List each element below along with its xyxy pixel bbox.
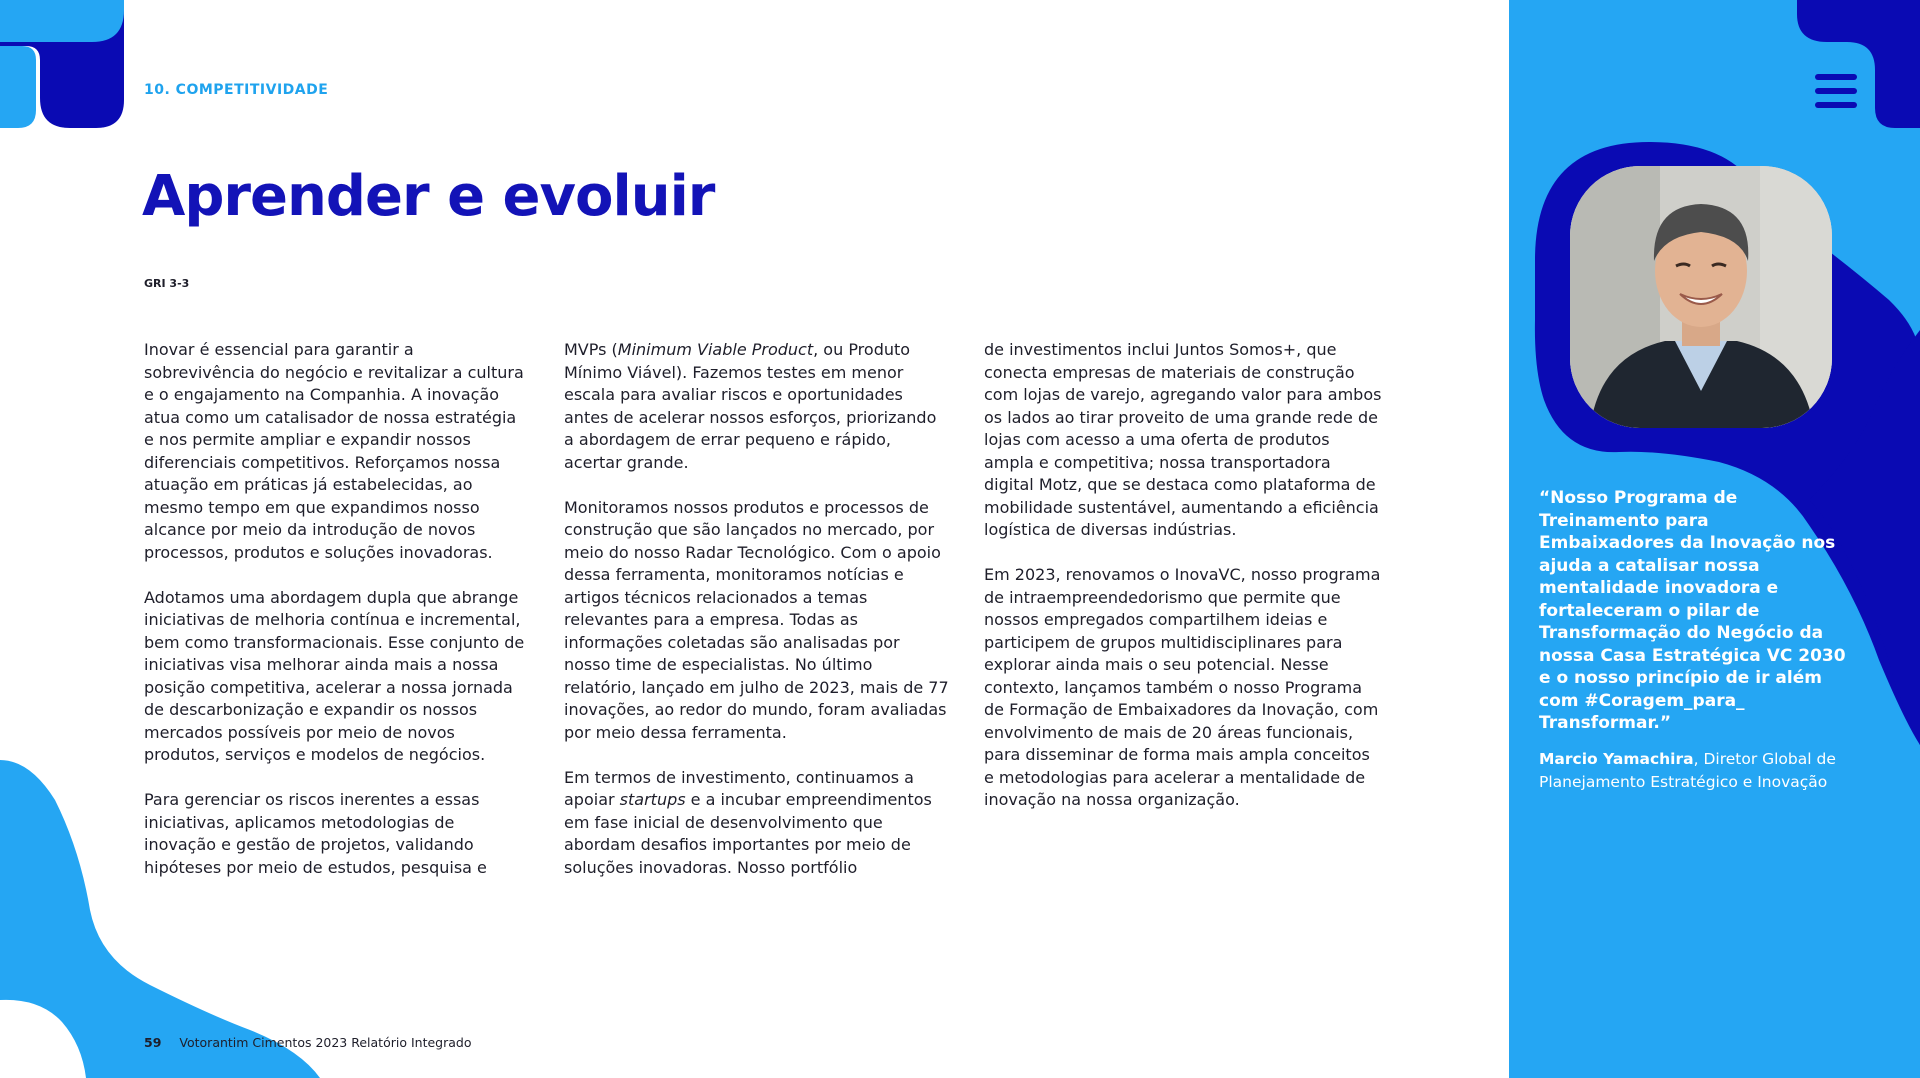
paragraph: Em termos de investimento, continuamos a apoiar startups e a incubar empreendimentos em fase inicial de desenvolvimento que abordam desafios importantes por meio de soluções inovadoras. Nosso portfólio bbox=[564, 767, 932, 877]
text-column-3 bbox=[984, 339, 1384, 812]
person-role: , Diretor Global de Planejamento Estratégico e Inovação bbox=[1539, 750, 1836, 791]
paragraph: Em 2023, renovamos o InovaVC, nosso programa de intraempreendedorismo que permite que nossos empregados compartilhem ideias e participem de grupos multidisciplinares para explorar ainda mais o seu potencial. Nesse contexto, lançamos também o nosso Programa de Formação de Embaixadores da Inovação, com envolvimento de mais de 20 áreas funcionais, para disseminar de forma mais ampla conceitos e metodologias para acelerar a mentalidade de inovação na nossa organização. bbox=[984, 565, 1381, 809]
paragraph: Monitoramos nossos produtos e processos de construção que são lançados no mercado, por meio do nosso Radar Tecnológico. Com o apoio dessa ferramenta, monitoramos notícias e artigos técnicos relacionados a temas relevantes para a empresa. Todas as informações coletadas são analisadas por nosso time de especialistas. No último relatório, lançado em julho de 2023, mais de 77 inovações, ao redor do mundo, foram avaliadas por meio dessa ferramenta. bbox=[564, 497, 949, 742]
page-number: 59 bbox=[144, 1035, 162, 1050]
page-footer bbox=[144, 1035, 471, 1050]
quote-attribution bbox=[1539, 748, 1889, 793]
paragraph: MVPs (Minimum Viable Product, ou Produto Mínimo Viável). Fazemos testes em menor escala para avaliar riscos e oportunidades antes de acelerar nossos esforços, priorizando a abordagem de errar pequeno e rápido, acertar grande. bbox=[564, 340, 937, 472]
portrait-photo bbox=[1570, 166, 1832, 428]
report-title: Votorantim Cimentos 2023 Relatório Integrado bbox=[179, 1035, 472, 1050]
section-label: 10. COMPETITIVIDADE bbox=[144, 82, 329, 98]
menu-bar bbox=[1815, 88, 1857, 94]
paragraph: Adotamos uma abordagem dupla que abrange iniciativas de melhoria contínua e incremental, bem como transformacionais. Esse conjunto de iniciativas visa melhorar ainda mais a nossa posição competitiva, acelerar a nossa jornada de descarbonização e expandir os nossos mercados possíveis por meio de novos produtos, serviços e modelos de negócios. bbox=[144, 587, 525, 764]
top-left-decoration bbox=[0, 0, 130, 130]
hamburger-menu-icon[interactable] bbox=[1815, 74, 1857, 108]
sidebar-quote: “Nosso Programa de Treinamento para Embaixadores da Inovação nos ajuda a catalisar nossa mentalidade inovadora e fortaleceram o pilar de Transformação do Negócio da nossa Casa Estratégica VC 2030 e o nosso princípio de ir além com #Coragem_para_ Transformar.” bbox=[1539, 488, 1846, 733]
paragraph: de investimentos inclui Juntos Somos+, que conecta empresas de materiais de construção com lojas de varejo, agregando valor para ambos os lados ao tirar proveito de uma grande rede de lojas com acesso a uma oferta de produtos ampla e competitiva; nossa transportadora digital Motz, que se destaca como plataforma de mobilidade sustentável, aumentando a eficiência logística de diversas indústrias. bbox=[984, 340, 1382, 539]
page-title: Aprender e evoluir bbox=[142, 164, 715, 229]
text-column-1 bbox=[144, 339, 529, 879]
paragraph: Para gerenciar os riscos inerentes a essas iniciativas, aplicamos metodologias de inovação e gestão de projetos, validando hipóteses por meio de estudos, pesquisa e bbox=[144, 790, 487, 877]
gri-reference: GRI 3-3 bbox=[144, 277, 190, 290]
menu-bar bbox=[1815, 74, 1857, 80]
menu-bar bbox=[1815, 102, 1857, 108]
text-column-2 bbox=[564, 339, 949, 879]
person-name: Marcio Yamachira bbox=[1539, 750, 1694, 768]
paragraph: Inovar é essencial para garantir a sobrevivência do negócio e revitalizar a cultura e o engajamento na Companhia. A inovação atua como um catalisador de nossa estratégia e nos permite ampliar e expandir nossos diferenciais competitivos. Reforçamos nossa atuação em práticas já estabelecidas, ao mesmo tempo em que expandimos nosso alcance por meio da introdução de novos processos, produtos e soluções inovadoras. bbox=[144, 340, 524, 562]
